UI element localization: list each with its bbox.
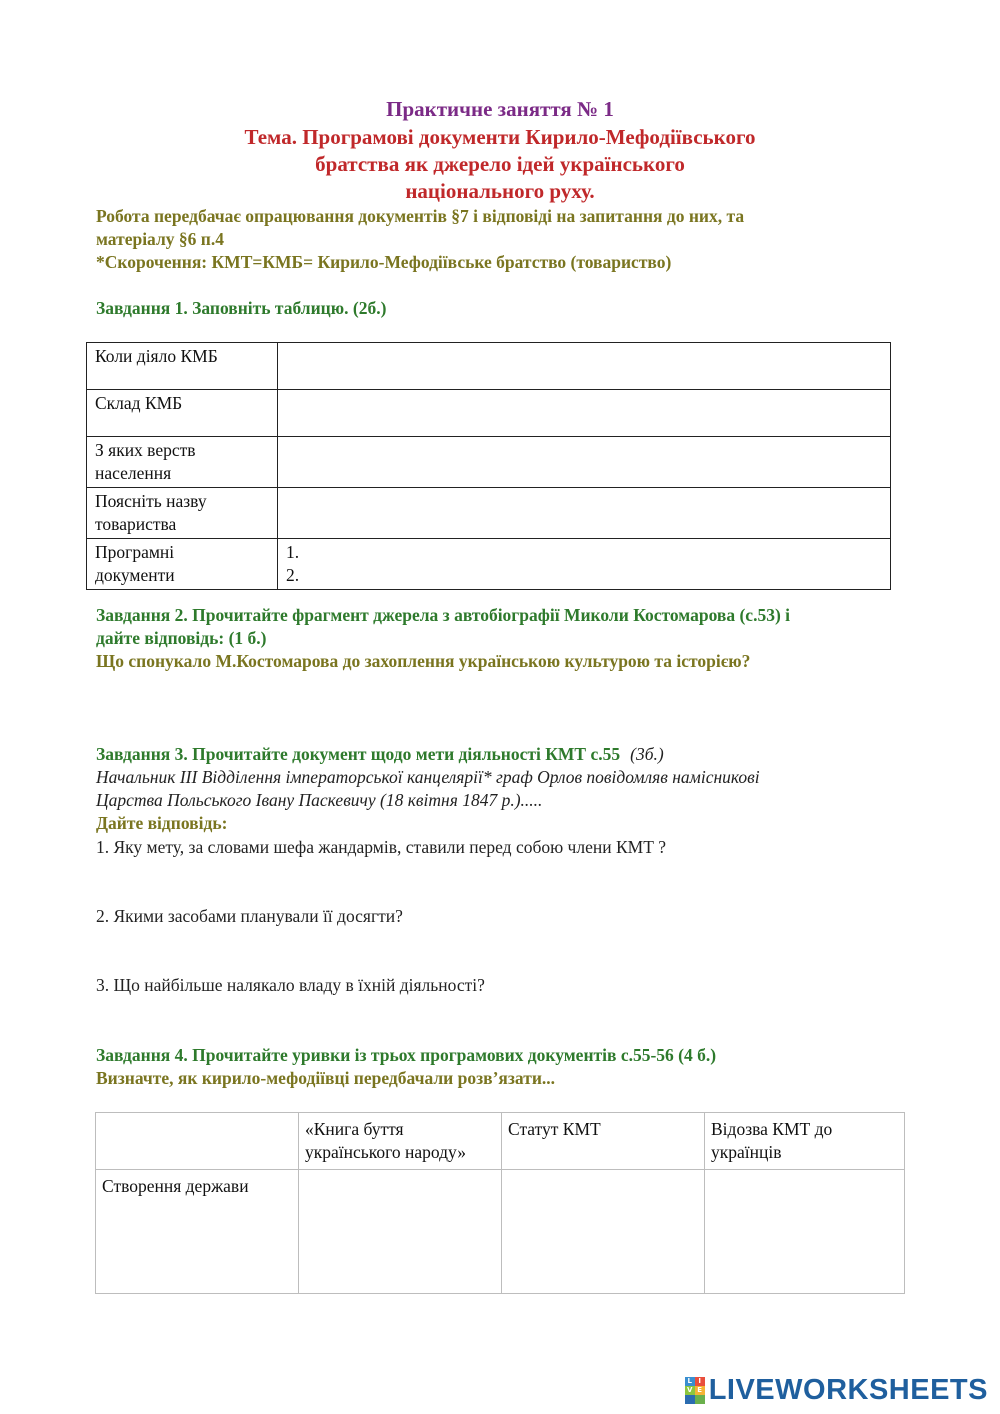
task3-points: (3б.) [630, 744, 664, 764]
task1-heading: Завдання 1. Заповніть таблицю. (2б.) [96, 298, 387, 318]
row-label [87, 539, 278, 590]
row-label-text: населення [95, 463, 172, 483]
row-label [87, 390, 278, 437]
answer-cell[interactable] [278, 488, 891, 539]
column-header-text: Відозва КМТ до [711, 1119, 833, 1139]
task3-document-line-2: Царства Польського Івану Паскевичу (18 квітня 1847 р.)..... [96, 790, 543, 810]
logo-tile: L [685, 1377, 695, 1386]
liveworksheets-logo-text: LIVEWORKSHEETS [708, 1373, 988, 1406]
column-header [705, 1113, 905, 1170]
topic-line-1: Тема. Програмові документи Кирило-Мефодіївського [244, 125, 756, 149]
liveworksheets-logo-icon [685, 1377, 705, 1404]
table-row [87, 390, 891, 437]
answer-cell[interactable] [278, 390, 891, 437]
answer-cell[interactable] [705, 1170, 905, 1294]
logo-tile: V [685, 1386, 695, 1395]
abbreviation-note: *Скорочення: КМТ=КМБ= Кирило-Мефодіївське братство (товариство) [96, 252, 672, 272]
task4-heading: Завдання 4. Прочитайте уривки із трьох програмових документів с.55-56 (4 б.) [96, 1045, 717, 1065]
empty-header-cell [96, 1113, 299, 1170]
topic-line-3: національного руху. [405, 179, 595, 203]
table-row [87, 539, 891, 590]
intro-line-2: матеріалу §6 п.4 [96, 229, 224, 249]
row-label-text: товариства [95, 514, 177, 534]
logo-tile [685, 1395, 695, 1404]
task3-document-line-1: Начальник ІІІ Відділення імператорської канцелярії* граф Орлов повідомляв намісникові [96, 767, 760, 787]
logo-tile: E [695, 1386, 705, 1395]
task1-table [86, 342, 891, 590]
answer-prompt: Дайте відповідь: [96, 813, 228, 833]
liveworksheets-logo [685, 1372, 988, 1408]
task3-question-3: 3. Що найбільше налякало владу в їхній діяльності? [96, 975, 485, 995]
list-number: 2. [286, 565, 300, 585]
row-label-text: Коли діяло КМБ [95, 346, 218, 366]
row-label [87, 343, 278, 390]
task4-table [95, 1112, 905, 1294]
row-label-text: Створення держави [102, 1176, 249, 1196]
row-label [87, 488, 278, 539]
column-header [299, 1113, 502, 1170]
row-label-text: Поясніть назву [95, 491, 207, 511]
column-header-text: українців [711, 1142, 782, 1162]
table-row [96, 1113, 905, 1170]
task3-heading: Завдання 3. Прочитайте документ щодо мети діяльності КМТ с.55 [96, 744, 621, 764]
task2-heading-line-1: Завдання 2. Прочитайте фрагмент джерела з автобіографії Миколи Костомарова (с.53) і [96, 605, 791, 625]
answer-cell[interactable] [278, 437, 891, 488]
task3-question-2: 2. Якими засобами планували її досягти? [96, 906, 403, 926]
answer-cell[interactable] [278, 343, 891, 390]
column-header [502, 1113, 705, 1170]
practical-title: Практичне заняття № 1 [386, 97, 614, 121]
row-label-text: документи [95, 565, 175, 585]
row-label [87, 437, 278, 488]
row-label [96, 1170, 299, 1294]
task3-question-1: 1. Яку мету, за словами шефа жандармів, ставили перед собою члени КМТ ? [96, 837, 667, 857]
topic-line-2: братства як джерело ідей українського [315, 152, 685, 176]
logo-tile [695, 1395, 705, 1404]
table-row [87, 437, 891, 488]
table-row [87, 343, 891, 390]
intro-line-1: Робота передбачає опрацювання документів §7 і відповіді на запитання до них, та [96, 206, 745, 226]
task3-heading-row [96, 743, 664, 766]
answer-cell[interactable] [502, 1170, 705, 1294]
row-label-text: З яких верств [95, 440, 196, 460]
row-label-text: Склад КМБ [95, 393, 183, 413]
column-header-text: «Книга буття [305, 1119, 404, 1139]
column-header-text: українського народу» [305, 1142, 466, 1162]
task4-subheading: Визначте, як кирило-мефодіївці передбачали розв’язати... [96, 1068, 556, 1088]
answer-cell[interactable] [278, 539, 891, 590]
task2-question: Що спонукало М.Костомарова до захоплення українською культурою та історією? [96, 651, 751, 671]
table-row [87, 488, 891, 539]
logo-tile: I [695, 1377, 705, 1386]
task2-heading-line-2: дайте відповідь: (1 б.) [96, 628, 267, 648]
row-label-text: Програмні [95, 542, 175, 562]
list-number: 1. [286, 542, 300, 562]
answer-cell[interactable] [299, 1170, 502, 1294]
column-header-text: Статут КМТ [508, 1119, 601, 1139]
table-row [96, 1170, 905, 1294]
